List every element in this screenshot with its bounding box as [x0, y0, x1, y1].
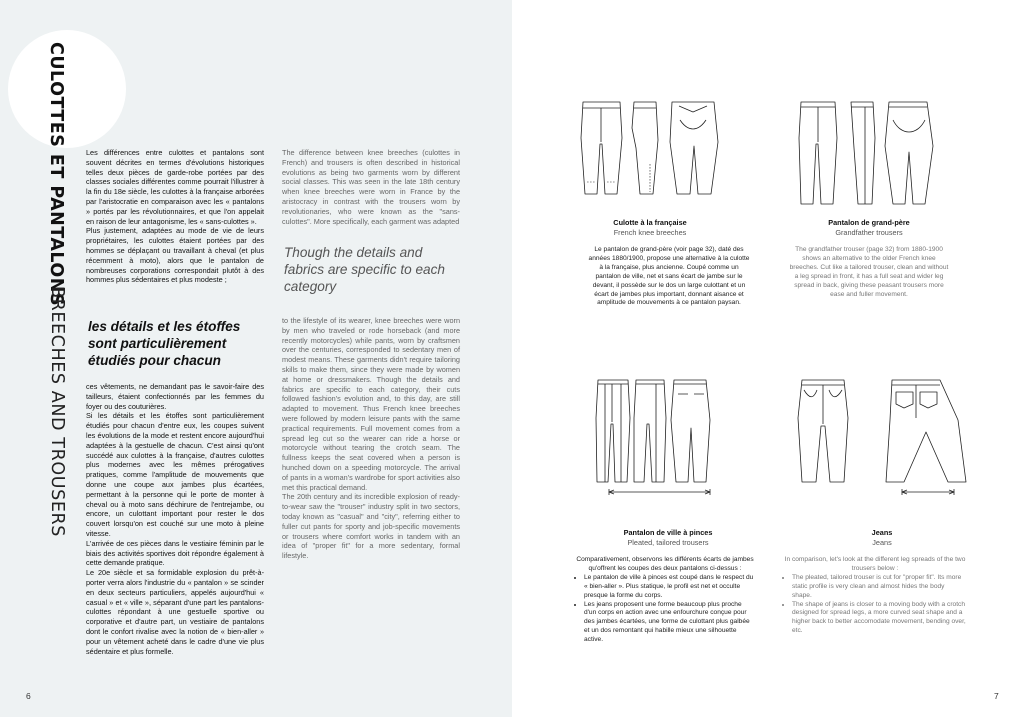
page-number-left: 6 — [26, 691, 31, 701]
english-column-bottom — [282, 316, 460, 561]
caption-title: Pantalon de grand-père — [828, 218, 910, 227]
caption-subtitle: Jeans — [872, 538, 892, 547]
description-list — [576, 574, 754, 645]
caption-pleated-trousers — [588, 528, 748, 548]
fr-paragraph: L'arrivée de ces pièces dans le vestiaire féminin par le biais des activités sportives doit répondre également à cette demande pratique. — [86, 538, 264, 568]
pull-quote-english: Though the details and fabrics are specific to each category — [284, 245, 445, 294]
caption-subtitle: Grandfather trousers — [835, 228, 903, 237]
caption-jeans — [802, 528, 962, 548]
description-text: Le pantalon de grand-père (voir page 32), daté des années 1880/1900, propose une alternative à la culotte à la française, plus ancienne. Coupé comme un pantalon de ville, net et sans écart de jambe sur le devant, il possède sur le dos un large culottant et un écart de jambes plus important, donnant aisance et amplitude de mouvements à ce pantalon paysan. — [588, 246, 750, 307]
grandfather-description-fr — [588, 246, 750, 308]
en-paragraph: The difference between knee breeches (culottes in French) and trousers is often described in historical evolutions as being two garments worn by different social classes. This was seen in the late 18th century when knee breeches were worn in France by the aristocracy in contrast with the trousers worn by revolutionaries, who were known as the "sans-culottes". More specifically, each garment was adapted — [282, 148, 460, 226]
pull-quote-french: les détails et les étoffes sont particulièrement étudiés pour chacun — [88, 319, 241, 368]
pleated-back-shape — [671, 380, 710, 482]
fr-paragraph: Plus justement, adaptées au mode de vie de leurs propriétaires, les culottes étaient portées par des hommes se déplaçant ou travaillant à cheval (et plus récemment à moto), alors que le pantalon de nombreuses corporations correspondait plutôt à des hommes plus sédentaires et plus modeste ; — [86, 226, 264, 285]
description-list — [784, 574, 966, 636]
description-list-item: • Le pantalon de ville à pinces est coupé dans le respect du « bien-aller ». Plus statique, le profil est net et occulte presque la forme du corps. — [584, 574, 754, 601]
breeches-back-shape — [670, 102, 718, 194]
page-number-right: 7 — [994, 691, 999, 701]
jeans-illustration — [792, 378, 972, 503]
french-column-top — [86, 148, 264, 285]
english-column-top — [282, 148, 460, 226]
description-text: The grandfather trouser (page 32) from 1880-1900 shows an alternative to the older French knee breeches. Cut like a tailored trouser, clean and without a leg spread in front, it has a full seat and wider leg spread in back, giving these peasant trousers more ease and fuller movement. — [789, 246, 949, 298]
en-paragraph: to the lifestyle of its wearer, knee breeches were worn by men who traveled or rode horseback (and more recently motorcycles) while pants, worn by craftsmen over the centuries, corresponded to sedentary men of modest means. These garments didn't require tailoring skills to make them, since they were made by women at home or dressmakers. Though the details and fabrics are specific to each category, their cuts followed fashion's evolution and, to this day, are still adapted to movement. Thus French knee breeches were followed by modern leisure pants with the same practical requirements. Full movement comes from a spread leg cut so the wearer can ride a horse or motorcycle without tearing the crotch seam. The fullness keeps the seat covered when a person is hunched down on a speeding motorcycle. The arrival of pants in a woman's wardrobe for sport activities also met this practical demand. — [282, 316, 460, 492]
caption-french-knee-breeches — [580, 218, 720, 238]
caption-title: Jeans — [871, 528, 893, 537]
grandfather-side-shape — [851, 102, 875, 204]
pleated-trousers-illustration — [594, 378, 744, 503]
french-column-bottom — [86, 382, 264, 656]
right-page — [512, 0, 1024, 717]
fr-paragraph: Si les détails et les étoffes sont particulièrement étudiés pour chacun d'entre eux, les coupes suivent les évolutions de la mode et restent encore aujourd'hui adaptées à la gestuelle de chacun. C'est ainsi qu'ont succédé aux culottes à la française, d'autres culottes plus modernes avec les mêmes prérogatives pratiques, comme l'amplitude de mouvements que donne une coupe aux jambes plus écartées, permettant à la personne qui le porte de monter à cheval ou à moto sans déchirure de l'entrejambe, ou encore, un culottant important pour rester le dos couvert lorsqu'on est couché sur une moto à pleine vitesse. — [86, 411, 264, 538]
breeches-front-shape — [581, 102, 622, 194]
jeans-leg-spread-measure — [902, 489, 954, 495]
comparison-description-en — [784, 556, 966, 636]
caption-grandfather-trousers — [799, 218, 939, 238]
comparison-description-fr — [576, 556, 754, 645]
pleated-front-shape — [596, 380, 630, 482]
caption-subtitle: French knee breeches — [613, 228, 687, 237]
grandfather-trousers-illustration — [799, 98, 939, 208]
description-intro: In comparison, let's look at the different leg spreads of the two trousers below : — [784, 556, 966, 572]
description-list-item: • Les jeans proposent une forme beaucoup plus proche d'un corps en action avec une enfourchure conçue pour des jambes écartées, une forme de culottant plus galbée et un dos remontant qui habille mieux une silhouette active. — [584, 601, 754, 646]
description-intro: Comparativement, observons les différents écarts de jambes qu'offrent les coupes des deux pantalons ci-dessus : — [576, 556, 754, 572]
french-knee-breeches-illustration — [580, 98, 720, 208]
fr-paragraph: Le 20e siècle et sa formidable explosion du prêt-à-porter verra alors l'industrie du « pantalon » se scinder en deux secteurs particuliers, appelés aujourd'hui « casual » et « ville », séparant d'une part les pantalons-culottes répondant à une gestuelle sportive ou corporative et d'autre part, un vestiaire de pantalons dont le confort rivalise avec la notion de « bien-aller » pour un vêtement acheté dans le cadre d'une vie plus sédentaire et plus formelle. — [86, 568, 264, 656]
fr-paragraph: ces vêtements, ne demandant pas le savoir-faire des tailleurs, étaient confectionnés par les femmes du foyer ou des couturières. — [86, 382, 264, 411]
caption-title: Pantalon de ville à pinces — [623, 528, 713, 537]
pleated-side-shape — [634, 380, 666, 482]
description-list-item: • The shape of jeans is closer to a moving body with a crotch designed for spread legs, a more curved seat shape and a higher back to better accomodate movement, bending over, etc. — [792, 601, 966, 637]
en-paragraph: The 20th century and its incredible explosion of ready-to-wear saw the "trouser" industry split in two sectors, today known as "casual" and "city", referring either to fuller cut pants for sporty and job-specific movements or trousers where comfort works in tandem with an idea of "proper fit" for a more sedentary, formal lifestyle. — [282, 492, 460, 561]
grandfather-back-shape — [885, 102, 933, 204]
decorative-circle — [8, 30, 126, 148]
breeches-side-shape — [632, 102, 658, 194]
description-list-item: • The pleated, tailored trouser is cut for "proper fit". Its more static profile is very clean and almost hides the body shape. — [792, 574, 966, 601]
grandfather-description-en — [788, 246, 950, 299]
caption-subtitle: Pleated, tailored trousers — [627, 538, 709, 547]
title-french: CULOTTES ET PANTALONS — [46, 42, 66, 307]
title-english: BREECHES AND TROUSERS — [47, 286, 67, 537]
caption-title: Culotte à la française — [613, 218, 687, 227]
jeans-back-shape — [886, 380, 966, 482]
fr-paragraph: Les différences entre culottes et pantalons sont souvent décrites en termes d'évolutions historiques telles deux pièces de garde-robe portées par des classes sociales différentes comme pourrait l'illustrer à la fin du 18e siècle, les culottes à la française arborées par l'aristocratie en comparaison avec les « pantalons » portés par les révolutionnaires, et que l'on appelait en raison de leur antagonisme, les « sans-culottes ». — [86, 148, 264, 226]
pleated-leg-spread-measure — [609, 489, 710, 495]
